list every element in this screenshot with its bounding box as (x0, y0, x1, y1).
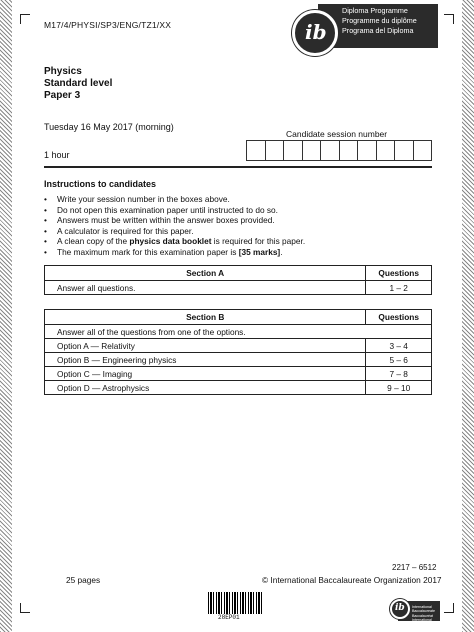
row-label: Option A — Relativity (45, 339, 366, 353)
ib-logo-banner (292, 0, 438, 58)
session-digit-box[interactable] (247, 141, 266, 160)
row-label: Option B — Engineering physics (45, 353, 366, 367)
table-row (45, 367, 432, 381)
row-questions: 5 – 6 (366, 353, 432, 367)
subject: Physics (44, 66, 82, 77)
exam-date: Tuesday 16 May 2017 (morning) (44, 122, 174, 132)
candidate-session-boxes[interactable] (246, 140, 432, 161)
logo-line-en: Diploma Programme (342, 6, 408, 15)
ib-footer-text (412, 605, 440, 631)
questions-header: Questions (366, 266, 432, 281)
crop-mark-bottom-left (20, 603, 30, 613)
session-digit-box[interactable] (414, 141, 432, 160)
table-row (45, 353, 432, 367)
paper-title (44, 66, 112, 102)
instruction-bold: physics data booklet (129, 236, 212, 247)
row-questions: 7 – 8 (366, 367, 432, 381)
session-digit-box[interactable] (395, 141, 414, 160)
session-digit-box[interactable] (321, 141, 340, 160)
instruction-text: A clean copy of the (57, 236, 130, 247)
table-row (45, 381, 432, 395)
footer-logo-line: Baccalauréat International (412, 613, 433, 623)
table-row (45, 339, 432, 353)
ib-footer-mark: ib (395, 603, 405, 613)
table-header-row (45, 310, 432, 325)
divider-rule (44, 166, 432, 168)
session-digit-box[interactable] (266, 141, 285, 160)
level: Standard level (44, 78, 113, 89)
logo-text (342, 6, 417, 36)
instruction-text: . (280, 246, 283, 257)
instruction-item: • Answers must be written within the answer boxes provided. (44, 215, 305, 226)
session-digit-box[interactable] (340, 141, 359, 160)
section-a-header: Section A (45, 266, 366, 281)
session-digit-box[interactable] (284, 141, 303, 160)
ib-logo-mark: ib (305, 20, 327, 44)
instruction-item: • Do not open this examination paper until instructed to do so. (44, 205, 305, 216)
copyright: © International Baccalaureate Organization 2017 (262, 575, 442, 585)
instructions-heading: Instructions to candidates (44, 179, 157, 189)
page-count: 25 pages (66, 575, 101, 585)
logo-line-es: Programa del Diploma (342, 26, 414, 35)
questions-header: Questions (366, 310, 432, 325)
instruction-item (44, 247, 305, 258)
instruction-text: is required for this paper. (211, 236, 306, 247)
session-digit-box[interactable] (303, 141, 322, 160)
crop-mark-top-right (444, 14, 454, 24)
row-label: Option C — Imaging (45, 367, 366, 381)
row-label: Option D — Astrophysics (45, 381, 366, 395)
footer-logo-line: Bachillerato Internacional (412, 622, 433, 632)
table-header-row (45, 266, 432, 281)
instruction-item: • Write your session number in the boxes above. (44, 194, 305, 205)
left-hatched-border (0, 0, 12, 632)
exam-duration: 1 hour (44, 150, 70, 160)
barcode (208, 592, 264, 614)
crop-mark-bottom-right (444, 603, 454, 613)
session-digit-box[interactable] (377, 141, 396, 160)
section-b-intro: Answer all of the questions from one of the options. (45, 325, 432, 339)
exam-code: M17/4/PHYSI/SP3/ENG/TZ1/XX (44, 20, 172, 30)
row-questions: 1 – 2 (366, 281, 432, 295)
section-b-header: Section B (45, 310, 366, 325)
right-hatched-border (462, 0, 474, 632)
document-code: 2217 – 6512 (392, 563, 437, 572)
instruction-item (44, 236, 305, 247)
instruction-item: • A calculator is required for this paper. (44, 226, 305, 237)
row-label: Answer all questions. (45, 281, 366, 295)
instruction-bold: [35 marks] (238, 246, 281, 257)
logo-line-fr: Programme du diplôme (342, 16, 417, 25)
paper-number: Paper 3 (44, 90, 81, 101)
crop-mark-top-left (20, 14, 30, 24)
barcode-text: 28EP01 (218, 614, 240, 621)
footer-logo-line: International Baccalaureate (412, 605, 435, 614)
table-row (45, 281, 432, 295)
session-digit-box[interactable] (358, 141, 377, 160)
ib-footer-logo (395, 601, 440, 632)
row-questions: 9 – 10 (366, 381, 432, 395)
section-a-table (44, 265, 432, 295)
candidate-session-label: Candidate session number (286, 129, 388, 139)
instructions-list (44, 194, 305, 258)
instruction-text: The maximum mark for this examination paper is (57, 246, 239, 257)
section-b-table (44, 309, 432, 395)
row-questions: 3 – 4 (366, 339, 432, 353)
table-row (45, 325, 432, 339)
